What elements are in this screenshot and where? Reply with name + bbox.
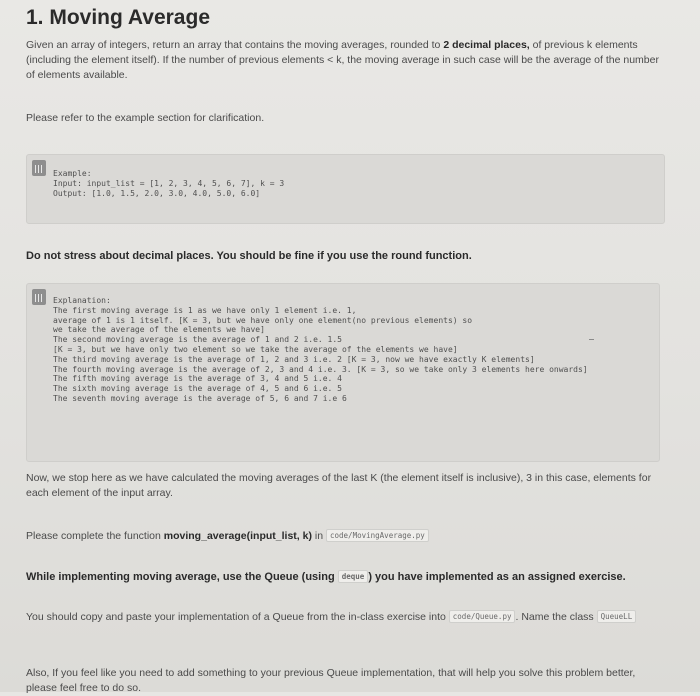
- code-block-icon: [32, 160, 46, 176]
- queue-suffix: ) you have implemented as an assigned exercise.: [368, 571, 626, 583]
- refer-paragraph: Please refer to the example section for clarification.: [26, 112, 265, 124]
- copy-mid: . Name the class: [515, 611, 597, 623]
- complete-prefix: Please complete the function: [26, 530, 164, 542]
- complete-instruction: [26, 529, 666, 544]
- explanation-code-block: [26, 283, 660, 462]
- intro-bold: 2 decimal places,: [443, 39, 530, 51]
- stress-note: Do not stress about decimal places. You should be fine if you use the round function.: [26, 250, 472, 262]
- copy-instruction: [26, 610, 666, 625]
- queue-file-code: code/Queue.py: [449, 610, 516, 623]
- page-title: 1. Moving Average: [26, 6, 210, 29]
- function-signature: moving_average(input_list, k): [163, 530, 312, 542]
- explanation-code: Explanation: The first moving average is 1 as we have only 1 element i.e. 1, average of 1 is 1 itself. [K = 3, but we have only one element(no previous elements) so we take the average of the elements we have] The second moving average is the average of 1 and 2 i.e. 1.5 [K = 3, but we have only two element so we take the average of the elements we have] The third moving average is the average of 1, 2 and 3 i.e. 2 [K = 3, now we have exactly K elements] The fourth moving average is the average of 2, 3 and 4 i.e. 3. [K = 3, so we take only 3 elements here onwards] The fifth moving average is the average of 3, 4 and 5 i.e. 4 The sixth moving average is the average of 4, 5 and 6 i.e. 5 The seventh moving average is the average of 5, 6 and 7 i.e 6: [53, 296, 588, 403]
- queue-prefix: While implementing moving average, use the Queue (using: [26, 571, 338, 583]
- queue-instruction: [26, 570, 666, 585]
- intro-text-1: Given an array of integers, return an array that contains the moving averages, rounded to: [26, 39, 444, 51]
- intro-text-2: of previous k elements (including the element itself). If the number of previous elements < k, the moving average in such case will be the average of the number of elements available.: [26, 39, 659, 81]
- scrollbar-mark: [589, 339, 594, 340]
- now-paragraph: Now, we stop here as we have calculated the moving averages of the last K (the element itself is inclusive), 3 in this case, elements for each element of the input array.: [26, 472, 652, 499]
- complete-mid: in: [311, 530, 326, 542]
- example-code: Example: Input: input_list = [1, 2, 3, 4, 5, 6, 7], k = 3 Output: [1.0, 1.5, 2.0, 3.0, 4.0, 5.0, 6.0]: [53, 169, 285, 198]
- moving-average-file-code: code/MovingAverage.py: [326, 529, 429, 542]
- also-paragraph: Also, If you feel like you need to add something to your previous Queue implementation, that will help you solve this problem better, please feel free to do so.: [26, 667, 636, 694]
- class-name-code: QueueLL: [597, 610, 637, 623]
- code-block-icon: [32, 289, 46, 305]
- copy-prefix: You should copy and paste your implementation of a Queue from the in-class exercise into: [26, 611, 449, 623]
- intro-paragraph: [26, 38, 666, 83]
- example-code-block: [26, 154, 665, 224]
- deque-code: deque: [338, 570, 369, 583]
